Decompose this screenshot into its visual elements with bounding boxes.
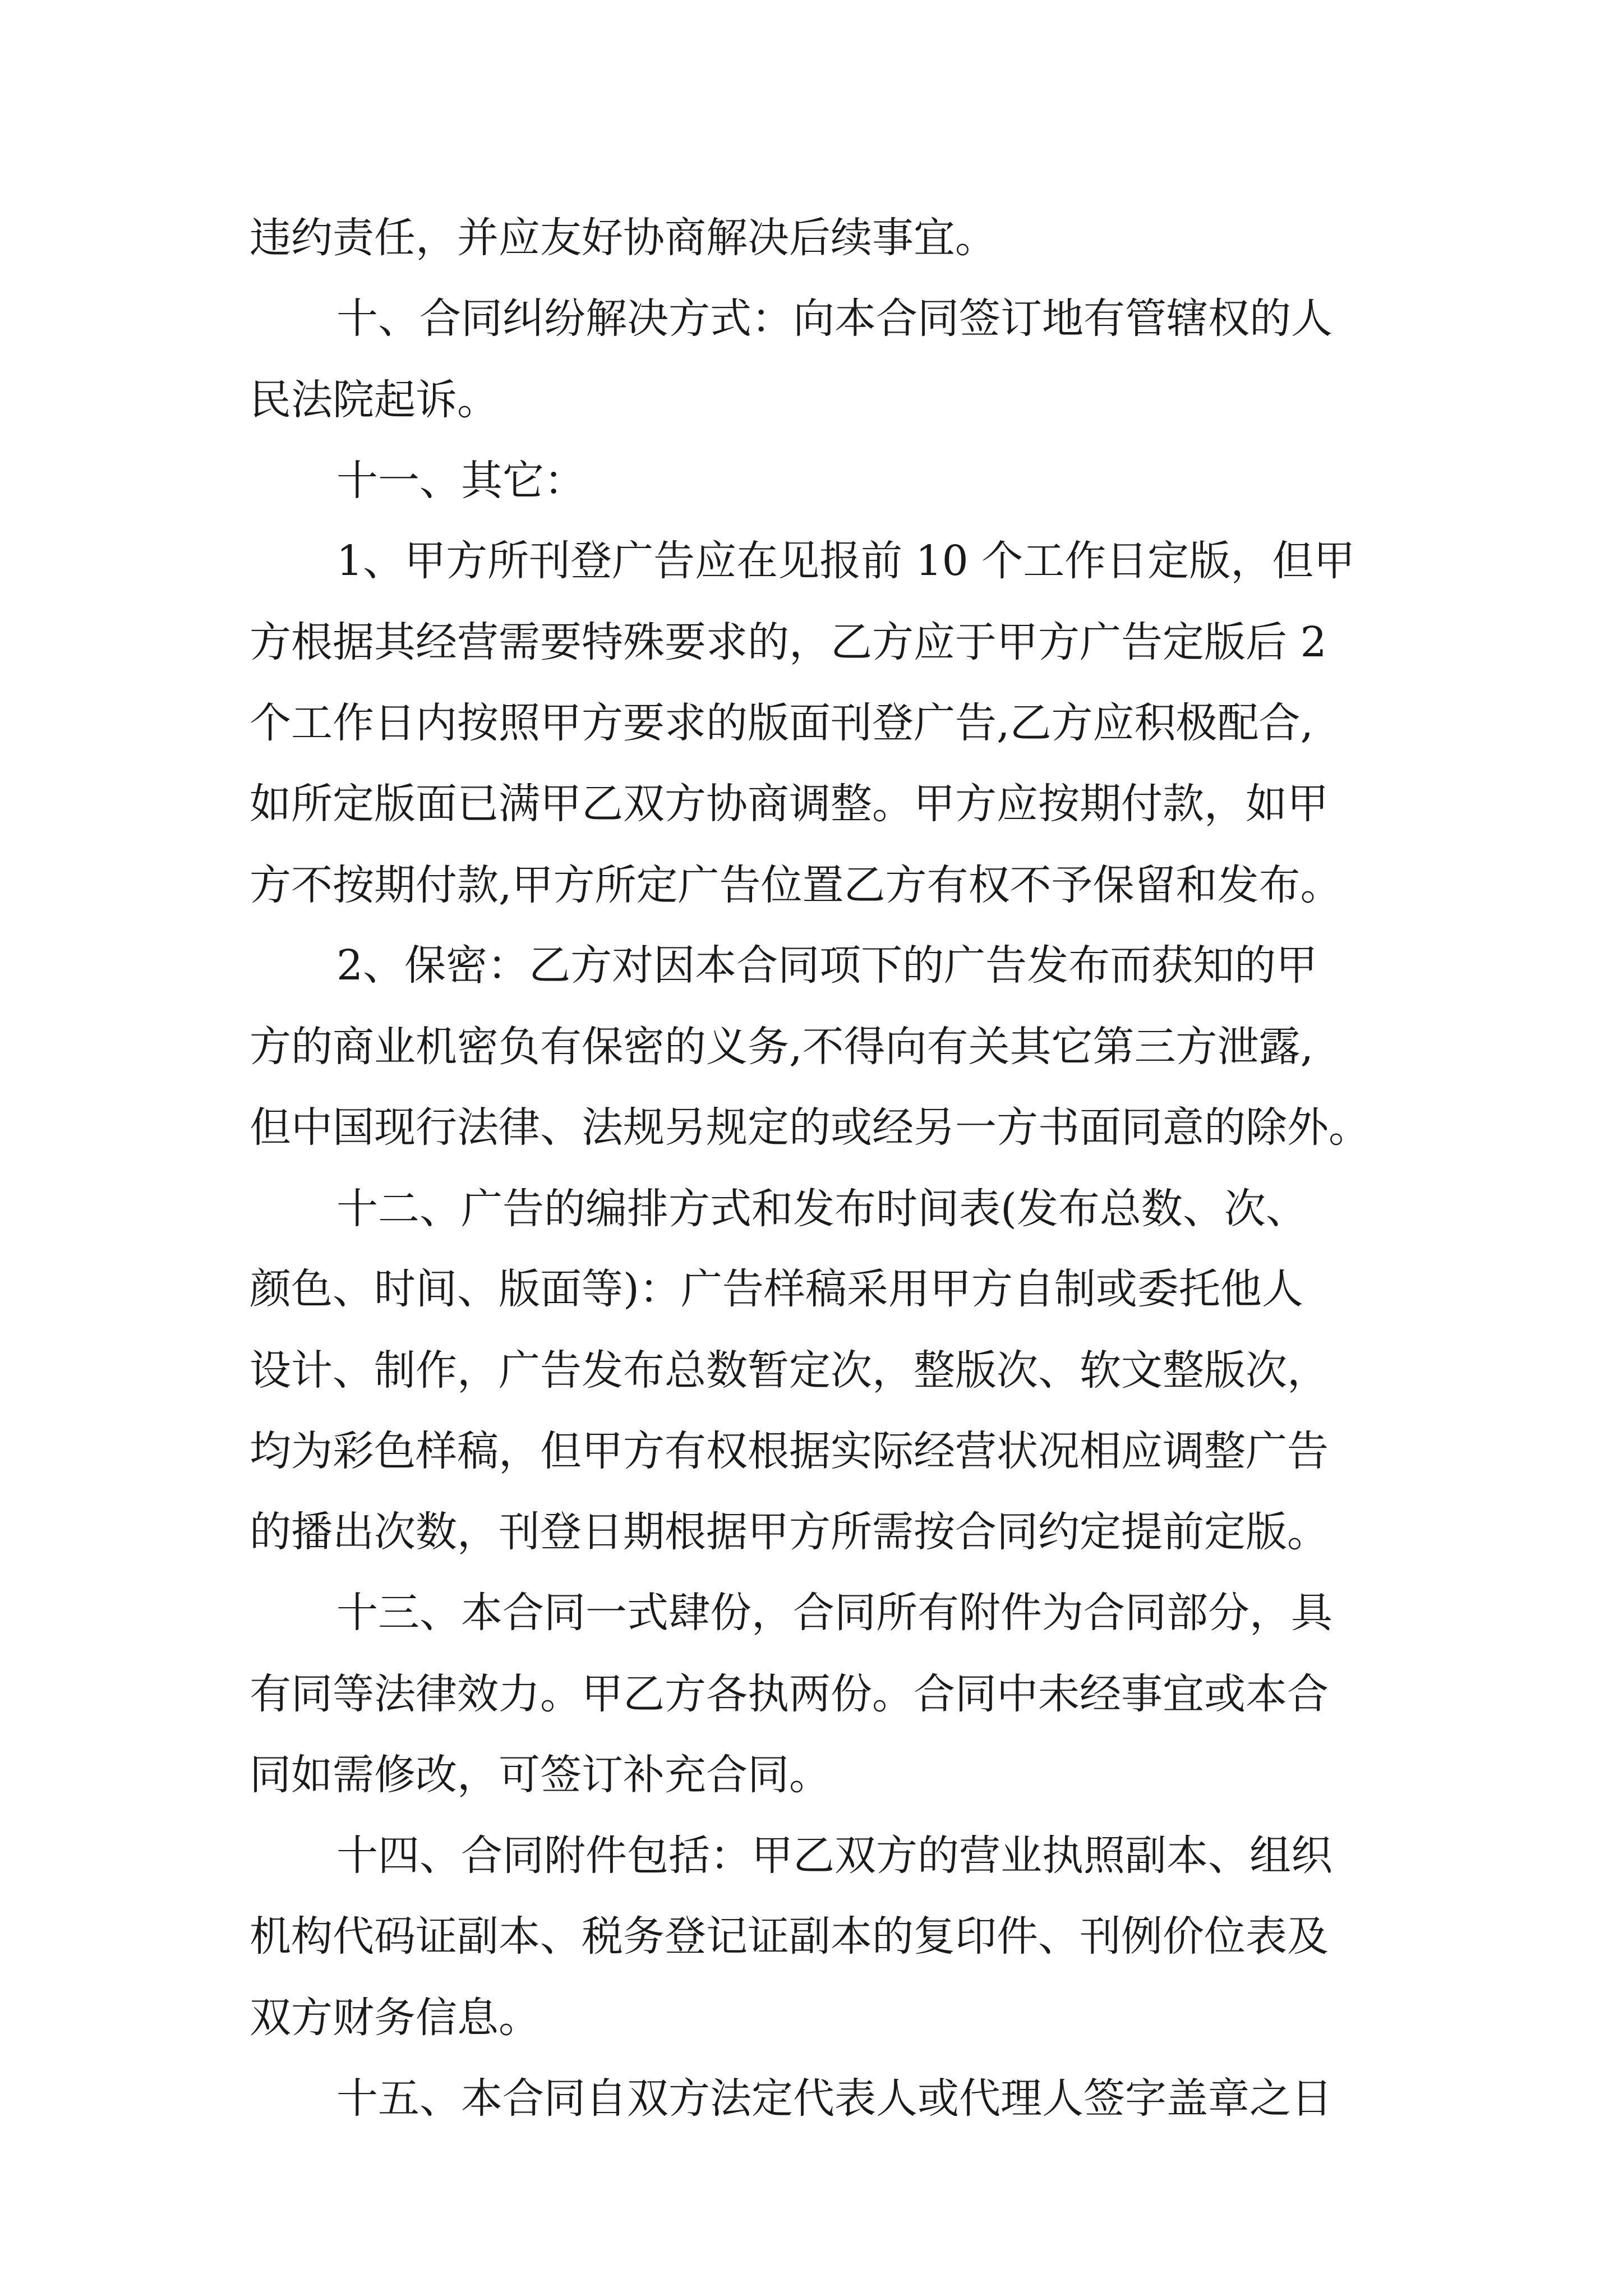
text-line: 方不按期付款,甲方所定广告位置乙方有权不予保留和发布。	[250, 861, 1342, 909]
text-line: 方的商业机密负有保密的义务,不得向有关其它第三方泄露,	[250, 1023, 1314, 1071]
text-line: 同如需修改，可签订补充合同。	[250, 1751, 831, 1799]
text-line: 均为彩色样稿，但甲方有权根据实际经营状况相应调整广告	[250, 1427, 1329, 1475]
text-line: 但中国现行法律、法规另规定的或经另一方书面同意的除外。	[250, 1103, 1370, 1152]
text-line: 十、合同纠纷解决方式：向本合同签订地有管辖权的人	[336, 295, 1332, 343]
text-line: 方根据其经营需要特殊要求的，乙方应于甲方广告定版后 2	[250, 618, 1327, 666]
text-line: 十四、合同附件包括：甲乙双方的营业执照副本、组织	[336, 1832, 1332, 1880]
text-line: 个工作日内按照甲方要求的版面刊登广告,乙方应积极配合,	[250, 699, 1314, 747]
text-line: 十三、本合同一式肆份，合同所有附件为合同部分，具	[336, 1589, 1332, 1637]
text-line: 民法院起诉。	[250, 376, 499, 424]
text-line: 十二、广告的编排方式和发布时间表(发布总数、次、	[336, 1185, 1307, 1233]
text-line: 2、保密：乙方对因本合同项下的广告发布而获知的甲	[336, 941, 1318, 990]
text-line: 双方财务信息。	[250, 1994, 540, 2042]
text-line: 有同等法律效力。甲乙方各执两份。合同中未经事宜或本合	[250, 1670, 1329, 1718]
text-line: 1、甲方所刊登广告应在见报前 10 个工作日定版，但甲	[336, 537, 1355, 585]
text-line: 设计、制作，广告发布总数暂定次，整版次、软文整版次，	[250, 1346, 1329, 1395]
text-line: 如所定版面已满甲乙双方协商调整。甲方应按期付款，如甲	[250, 780, 1329, 828]
text-line: 十五、本合同自双方法定代表人或代理人签字盖章之日	[336, 2074, 1332, 2123]
text-line: 颜色、时间、版面等)：广告样稿采用甲方自制或委托他人	[250, 1265, 1303, 1313]
text-line: 十一、其它：	[336, 457, 585, 505]
text-line: 违约责任，并应友好协商解决后续事宜。	[250, 214, 997, 262]
text-line: 的播出次数，刊登日期根据甲方所需按合同约定提前定版。	[250, 1508, 1329, 1556]
text-line: 机构代码证副本、税务登记证副本的复印件、刊例价位表及	[250, 1912, 1329, 1961]
